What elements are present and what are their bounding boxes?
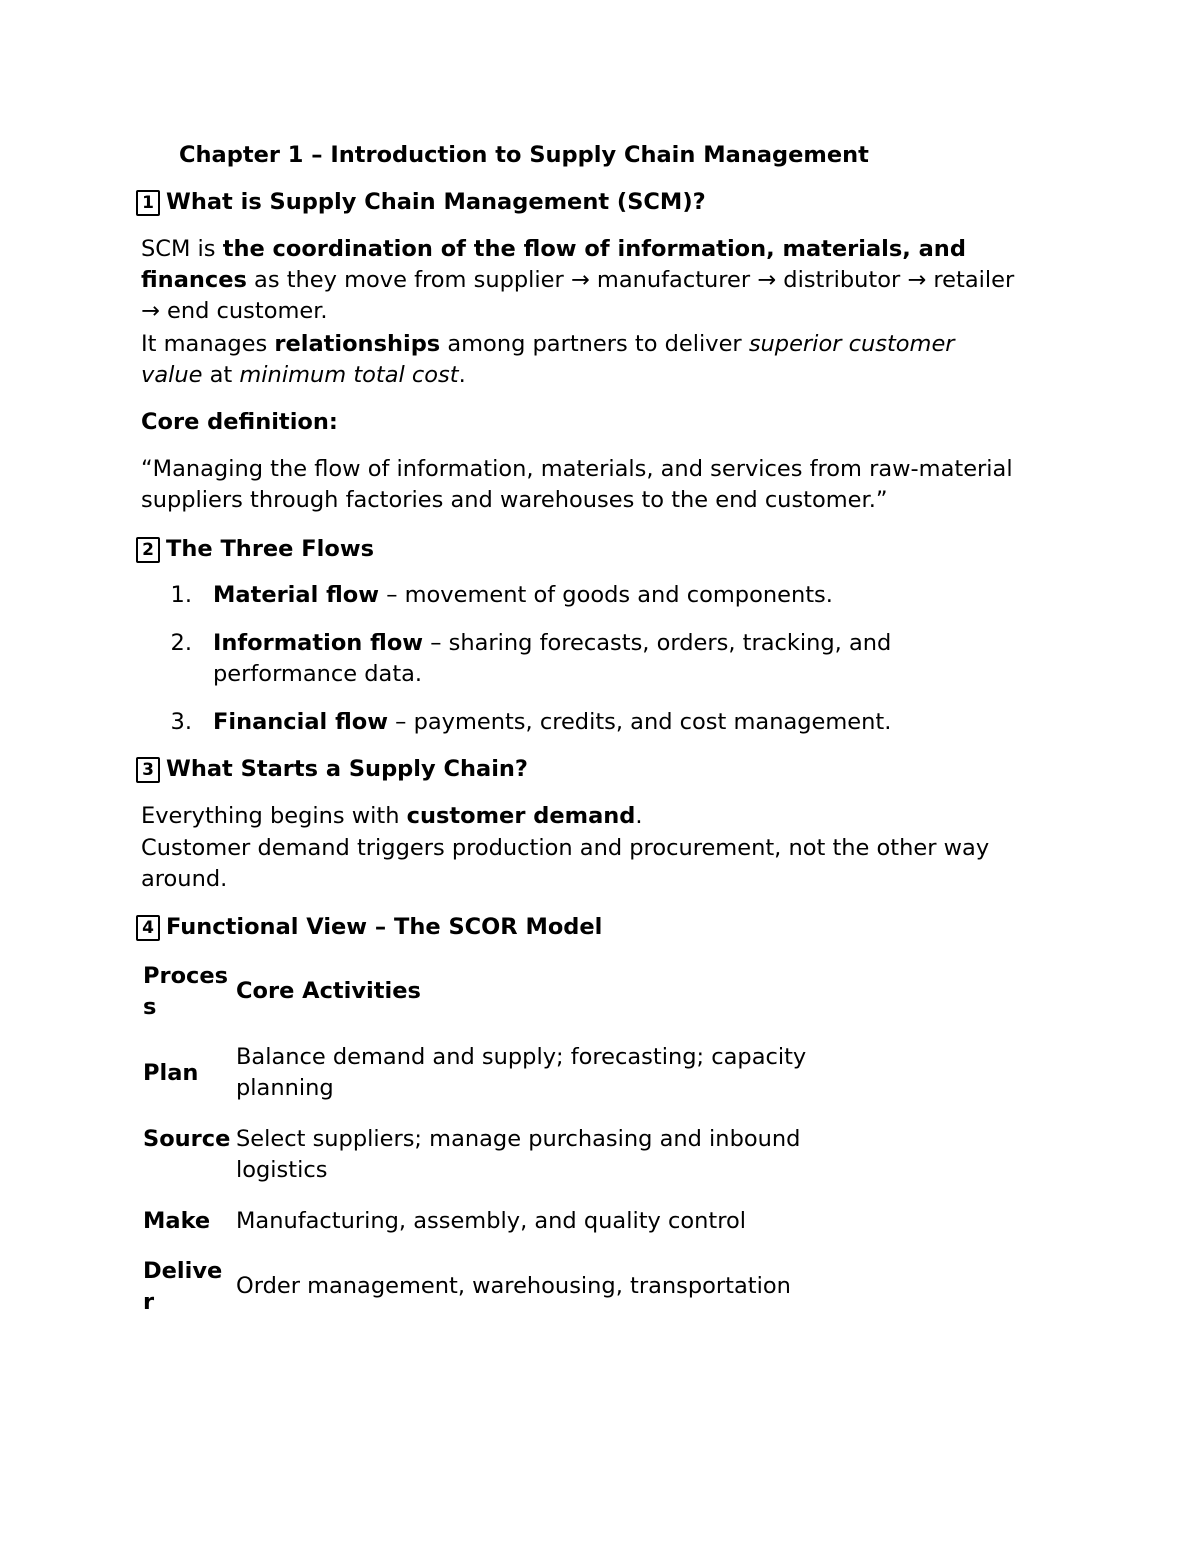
- text-run: Everything begins with: [141, 803, 407, 829]
- list-number: 2.: [170, 630, 192, 656]
- section-number-badge: 4: [136, 915, 160, 941]
- table-header-activities: Core Activities: [236, 978, 421, 1004]
- text-run: .: [635, 803, 643, 829]
- list-text: – sharing forecasts, orders, tracking, and: [423, 630, 892, 656]
- table-cell-activity: Balance demand and supply; forecasting; capacity planning: [236, 1044, 807, 1101]
- text-run: .: [458, 362, 466, 388]
- relationships-line-1: [141, 329, 955, 360]
- italic-run: minimum total cost: [239, 362, 459, 388]
- table-cell-activity: Manufacturing, assembly, and quality control: [236, 1208, 746, 1234]
- text-run: among partners to deliver: [440, 331, 749, 357]
- relationships-line-2: [141, 360, 466, 391]
- bold-run: the coordination of the flow of information, materials, and: [222, 236, 966, 262]
- list-term: Material flow: [213, 582, 380, 608]
- section-4-heading: [136, 912, 602, 943]
- list-text: – payments, credits, and cost management.: [388, 709, 892, 735]
- table-header-process: Process: [143, 963, 229, 1020]
- section-3-heading: [136, 754, 528, 785]
- scm-paragraph-line-3: → end customer.: [141, 298, 328, 324]
- text-run: SCM is: [141, 236, 223, 262]
- section-number-badge: 1: [136, 190, 160, 216]
- section-heading-text: What Starts a Supply Chain?: [166, 756, 528, 782]
- section-heading-text: What is Supply Chain Management (SCM)?: [166, 189, 706, 215]
- core-definition-label: Core definition:: [141, 409, 338, 435]
- core-definition-quote-line-1: “Managing the flow of information, materials, and services from raw-material: [141, 456, 1013, 482]
- list-number: 3.: [170, 709, 192, 735]
- demand-line-3: around.: [141, 866, 228, 892]
- list-term: Information flow: [213, 630, 424, 656]
- table-cell-process: Source: [143, 1126, 231, 1152]
- text-run: It manages: [141, 331, 275, 357]
- table-cell-process: Make: [143, 1208, 211, 1234]
- core-definition-quote-line-2: suppliers through factories and warehouses to the end customer.”: [141, 487, 888, 513]
- table-cell-activity: Order management, warehousing, transportation: [236, 1273, 791, 1299]
- bold-run: relationships: [274, 331, 441, 357]
- bold-run: finances: [141, 267, 247, 293]
- section-2-heading: [136, 534, 374, 565]
- list-item-continuation: performance data.: [213, 661, 423, 687]
- italic-run: value: [141, 362, 203, 388]
- section-heading-text: Functional View – The SCOR Model: [166, 914, 603, 940]
- page-title: Chapter 1 – Introduction to Supply Chain Management: [179, 142, 869, 168]
- list-term: Financial flow: [213, 709, 389, 735]
- scm-paragraph-line-1: [141, 234, 966, 265]
- demand-line-1: [141, 801, 643, 832]
- text-run: at: [202, 362, 240, 388]
- list-text: – movement of goods and components.: [379, 582, 833, 608]
- section-1-heading: [136, 187, 706, 218]
- scm-paragraph-line-2: [141, 265, 1014, 296]
- section-heading-text: The Three Flows: [166, 536, 374, 562]
- table-cell-process: Plan: [143, 1060, 199, 1086]
- table-cell-process: Deliver: [143, 1258, 223, 1315]
- demand-line-2: Customer demand triggers production and procurement, not the other way: [141, 835, 990, 861]
- text-run: as they move from supplier → manufacturer → distributor → retailer: [246, 267, 1015, 293]
- table-cell-activity: Select suppliers; manage purchasing and inbound logistics: [236, 1126, 801, 1183]
- bold-run: customer demand: [406, 803, 636, 829]
- list-number: 1.: [170, 582, 192, 608]
- section-number-badge: 3: [136, 757, 160, 783]
- italic-run: superior customer: [748, 331, 955, 357]
- section-number-badge: 2: [136, 537, 160, 563]
